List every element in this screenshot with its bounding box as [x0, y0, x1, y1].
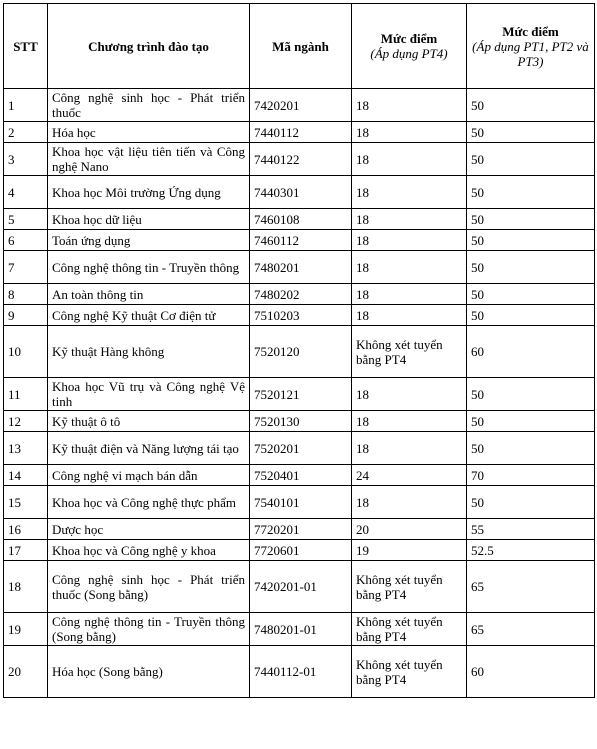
cell-score-other: 50 [467, 176, 595, 209]
cell-stt: 4 [4, 176, 48, 209]
cell-code: 7720201 [250, 519, 352, 540]
table-row [4, 143, 595, 176]
cell-stt: 19 [4, 613, 48, 646]
cell-program: Kỹ thuật ô tô [48, 411, 250, 432]
cell-stt: 11 [4, 378, 48, 411]
cell-stt: 15 [4, 486, 48, 519]
table-row [4, 465, 595, 486]
table-row [4, 646, 595, 698]
table-row [4, 326, 595, 378]
cell-stt: 2 [4, 122, 48, 143]
table-row [4, 540, 595, 561]
table-header-row [4, 4, 595, 89]
cell-score-other: 70 [467, 465, 595, 486]
header-score-pt4-title: Mức điểm [380, 31, 438, 46]
cell-score-other: 50 [467, 411, 595, 432]
table-row [4, 305, 595, 326]
cell-score-pt4: 18 [352, 89, 467, 122]
header-stt: STT [4, 4, 48, 89]
cell-program: Khoa học và Công nghệ thực phẩm [48, 486, 250, 519]
cell-stt: 18 [4, 561, 48, 613]
cell-code: 7440122 [250, 143, 352, 176]
cell-program: Công nghệ thông tin - Truyền thông (Song bằng) [48, 613, 250, 646]
cell-code: 7720601 [250, 540, 352, 561]
cell-stt: 3 [4, 143, 48, 176]
cell-score-other: 60 [467, 646, 595, 698]
cell-score-pt4: 18 [352, 432, 467, 465]
cell-score-other: 50 [467, 143, 595, 176]
cell-score-pt4: Không xét tuyển bằng PT4 [352, 326, 467, 378]
cell-program: Khoa học vật liệu tiên tiến và Công nghệ Nano [48, 143, 250, 176]
cell-score-other: 50 [467, 284, 595, 305]
table-row [4, 89, 595, 122]
table-body [4, 89, 595, 698]
cell-score-other: 50 [467, 486, 595, 519]
cell-stt: 14 [4, 465, 48, 486]
cell-program: Khoa học và Công nghệ y khoa [48, 540, 250, 561]
cell-code: 7440112-01 [250, 646, 352, 698]
cell-score-pt4: 24 [352, 465, 467, 486]
cell-score-other: 55 [467, 519, 595, 540]
cell-code: 7520401 [250, 465, 352, 486]
cell-stt: 17 [4, 540, 48, 561]
header-score-other-sub: (Áp dụng PT1, PT2 và PT3) [472, 38, 589, 69]
cell-score-pt4: Không xét tuyển bằng PT4 [352, 613, 467, 646]
cell-code: 7480201-01 [250, 613, 352, 646]
header-score-other-title: Mức điểm [502, 23, 559, 39]
table-row [4, 230, 595, 251]
cell-code: 7520121 [250, 378, 352, 411]
table-row [4, 209, 595, 230]
cell-score-pt4: 18 [352, 305, 467, 326]
cell-code: 7480201 [250, 251, 352, 284]
table-row [4, 411, 595, 432]
table-row [4, 176, 595, 209]
cell-stt: 10 [4, 326, 48, 378]
cell-program: Hóa học (Song bằng) [48, 646, 250, 698]
cell-program: Kỹ thuật điện và Năng lượng tái tạo [48, 432, 250, 465]
cell-stt: 5 [4, 209, 48, 230]
table-row [4, 432, 595, 465]
cell-score-pt4: 18 [352, 143, 467, 176]
cell-program: Công nghệ vi mạch bán dẫn [48, 465, 250, 486]
cell-score-other: 60 [467, 326, 595, 378]
admission-score-table [3, 3, 595, 698]
table-row [4, 378, 595, 411]
table-row [4, 613, 595, 646]
cell-stt: 13 [4, 432, 48, 465]
table-row [4, 519, 595, 540]
cell-code: 7520201 [250, 432, 352, 465]
table-row [4, 122, 595, 143]
cell-score-pt4: 18 [352, 122, 467, 143]
cell-stt: 20 [4, 646, 48, 698]
cell-stt: 16 [4, 519, 48, 540]
table-row [4, 561, 595, 613]
cell-program: Khoa học dữ liệu [48, 209, 250, 230]
cell-score-other: 50 [467, 230, 595, 251]
header-program: Chương trình đào tạo [48, 4, 250, 89]
cell-score-pt4: Không xét tuyển bằng PT4 [352, 646, 467, 698]
cell-score-pt4: 18 [352, 209, 467, 230]
cell-score-other: 52.5 [467, 540, 595, 561]
cell-stt: 7 [4, 251, 48, 284]
header-score-other [467, 4, 595, 89]
cell-score-pt4: 18 [352, 251, 467, 284]
cell-code: 7540101 [250, 486, 352, 519]
cell-program: Dược học [48, 519, 250, 540]
cell-stt: 12 [4, 411, 48, 432]
cell-score-other: 50 [467, 378, 595, 411]
table-row [4, 251, 595, 284]
header-score-pt4-sub: (Áp dụng PT4) [370, 46, 448, 61]
cell-score-other: 50 [467, 209, 595, 230]
cell-score-other: 50 [467, 432, 595, 465]
cell-code: 7520120 [250, 326, 352, 378]
cell-code: 7440112 [250, 122, 352, 143]
table-row [4, 284, 595, 305]
cell-score-other: 50 [467, 305, 595, 326]
cell-code: 7520130 [250, 411, 352, 432]
cell-score-pt4: 18 [352, 411, 467, 432]
cell-program: Công nghệ Kỹ thuật Cơ điện tử [48, 305, 250, 326]
cell-score-pt4: Không xét tuyển bằng PT4 [352, 561, 467, 613]
cell-program: Công nghệ thông tin - Truyền thông [48, 251, 250, 284]
cell-program: Công nghệ sinh học - Phát triển thuốc [48, 89, 250, 122]
cell-code: 7510203 [250, 305, 352, 326]
cell-code: 7480202 [250, 284, 352, 305]
cell-program: An toàn thông tin [48, 284, 250, 305]
cell-code: 7420201 [250, 89, 352, 122]
header-score-pt4 [352, 4, 467, 89]
cell-score-other: 50 [467, 89, 595, 122]
cell-score-pt4: 19 [352, 540, 467, 561]
cell-code: 7440301 [250, 176, 352, 209]
cell-program: Công nghệ sinh học - Phát triển thuốc (Song bằng) [48, 561, 250, 613]
cell-program: Khoa học Vũ trụ và Công nghệ Vệ tinh [48, 378, 250, 411]
cell-score-pt4: 18 [352, 176, 467, 209]
cell-program: Toán ứng dụng [48, 230, 250, 251]
cell-code: 7420201-01 [250, 561, 352, 613]
cell-score-pt4: 20 [352, 519, 467, 540]
cell-stt: 9 [4, 305, 48, 326]
cell-score-other: 65 [467, 613, 595, 646]
cell-stt: 6 [4, 230, 48, 251]
cell-score-other: 65 [467, 561, 595, 613]
table-row [4, 486, 595, 519]
cell-stt: 8 [4, 284, 48, 305]
cell-score-other: 50 [467, 122, 595, 143]
cell-program: Kỹ thuật Hàng không [48, 326, 250, 378]
cell-stt: 1 [4, 89, 48, 122]
cell-code: 7460112 [250, 230, 352, 251]
cell-score-other: 50 [467, 251, 595, 284]
cell-program: Hóa học [48, 122, 250, 143]
cell-program: Khoa học Môi trường Ứng dụng [48, 176, 250, 209]
cell-score-pt4: 18 [352, 486, 467, 519]
cell-score-pt4: 18 [352, 378, 467, 411]
cell-code: 7460108 [250, 209, 352, 230]
cell-score-pt4: 18 [352, 230, 467, 251]
header-code: Mã ngành [250, 4, 352, 89]
cell-score-pt4: 18 [352, 284, 467, 305]
